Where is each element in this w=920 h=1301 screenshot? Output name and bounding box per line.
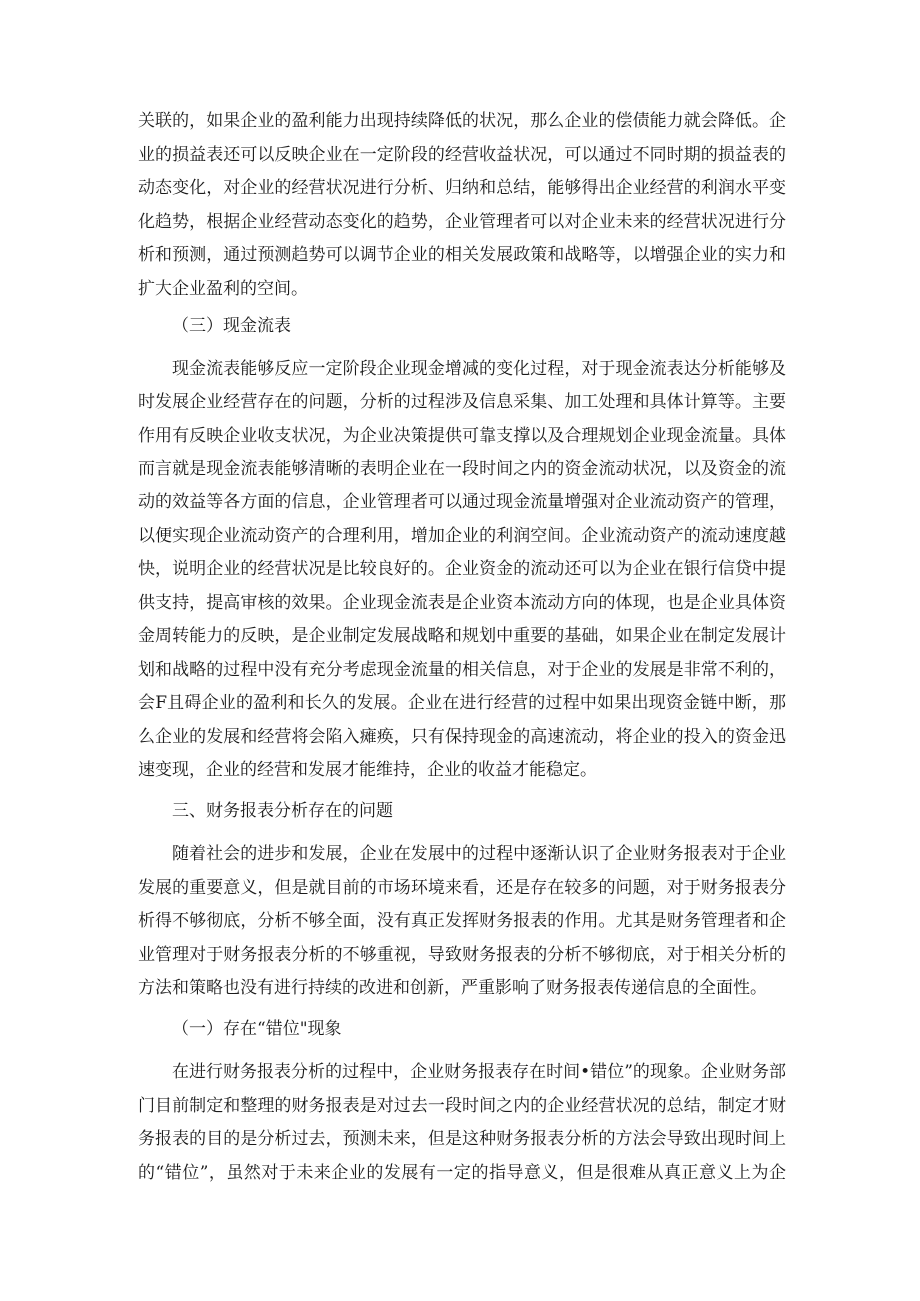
paragraph-line: 以便实现企业流动资产的合理利用，增加企业的利润空间。企业流动资产的流动速度越 bbox=[138, 526, 786, 546]
section-heading-misplacement: （一）存在“错位"现象 bbox=[172, 1019, 342, 1039]
paragraph-line: 析和预测，通过预测趋势可以调节企业的相关发展政策和战略等，以增强企业的实力和 bbox=[138, 245, 786, 265]
paragraph-line: 么企业的发展和经营将会陷入瘫痪，只有保持现金的高速流动，将企业的投入的资金迅 bbox=[138, 727, 786, 747]
paragraph-line: 析得不够彻底，分析不够全面，没有真正发挥财务报表的作用。尤其是财务管理者和企 bbox=[138, 911, 786, 931]
paragraph-line: 划和战略的过程中没有充分考虑现金流量的相关信息，对于企业的发展是非常不利的， bbox=[138, 660, 786, 680]
paragraph-line: 随着社会的进步和发展，企业在发展中的过程中逐渐认识了企业财务报表对于企业 bbox=[172, 844, 786, 864]
paragraph-line: 化趋势，根据企业经营动态变化的趋势，企业管理者可以对企业未来的经营状况进行分 bbox=[138, 212, 786, 232]
paragraph-line: 业的损益表还可以反映企业在一定阶段的经营收益状况，可以通过不同时期的损益表的 bbox=[138, 145, 786, 165]
section-heading-cash-flow: （三）现金流表 bbox=[172, 316, 291, 336]
paragraph-line: 业管理对于财务报表分析的不够重视，导致财务报表的分析不够彻底，对于相关分析的 bbox=[138, 945, 786, 965]
paragraph-line: 扩大企业盈利的空间。 bbox=[138, 279, 308, 299]
paragraph-line: 发展的重要意义，但是就目前的市场环境来看，还是存在较多的问题，对于财务报表分 bbox=[138, 878, 786, 898]
section-heading-problems: 三、财务报表分析存在的问题 bbox=[172, 801, 393, 821]
paragraph-line: 方法和策略也没有进行持续的改进和创新，严重影响了财务报表传递信息的全面性。 bbox=[138, 978, 767, 998]
paragraph-line: 现金流表能够反应一定阶段企业现金增减的变化过程，对于现金流表达分析能够及 bbox=[172, 359, 786, 379]
paragraph-line: 时发展企业经营存在的问题，分析的过程涉及信息采集、加工处理和具体计算等。主要 bbox=[138, 392, 786, 412]
paragraph-line: 关联的，如果企业的盈利能力出现持续降低的状况，那么企业的偿债能力就会降低。企 bbox=[138, 111, 786, 131]
paragraph-line: 务报表的目的是分析过去，预测未来，但是这种财务报表分析的方法会导致出现时间上 bbox=[138, 1129, 786, 1149]
paragraph-line: 会F且碍企业的盈利和长久的发展。企业在进行经营的过程中如果出现资金链中断，那 bbox=[138, 693, 786, 713]
paragraph-line: 供支持，提高审核的效果。企业现金流表是企业资本流动方向的体现，也是企业具体资 bbox=[138, 593, 786, 613]
paragraph-line: 的“错位”，虽然对于未来企业的发展有一定的指导意义，但是很难从真正意义上为企 bbox=[138, 1163, 786, 1183]
paragraph-line: 金周转能力的反映，是企业制定发展战略和规划中重要的基础，如果企业在制定发展计 bbox=[138, 626, 786, 646]
paragraph-line: 门目前制定和整理的财务报表是对过去一段时间之内的企业经营状况的总结，制定才财 bbox=[138, 1096, 786, 1116]
paragraph-line: 动态变化，对企业的经营状况进行分析、归纳和总结，能够得出企业经营的利润水平变 bbox=[138, 178, 786, 198]
paragraph-line: 速变现，企业的经营和发展才能维持，企业的收益才能稳定。 bbox=[138, 760, 597, 780]
paragraph-line: 快，说明企业的经营状况是比较良好的。企业资金的流动还可以为企业在银行信贷中提 bbox=[138, 559, 786, 579]
paragraph-line: 作用有反映企业收支状况，为企业决策提供可靠支撑以及合理规划企业现金流量。具体 bbox=[138, 426, 786, 446]
paragraph-line: 而言就是现金流表能够清晰的表明企业在一段时间之内的资金流动状况，以及资金的流 bbox=[138, 459, 786, 479]
paragraph-line: 动的效益等各方面的信息，企业管理者可以通过现金流量增强对企业流动资产的管理， bbox=[138, 492, 786, 512]
paragraph-line: 在进行财务报表分析的过程中，企业财务报表存在时间•错位”的现象。企业财务部 bbox=[172, 1062, 786, 1082]
